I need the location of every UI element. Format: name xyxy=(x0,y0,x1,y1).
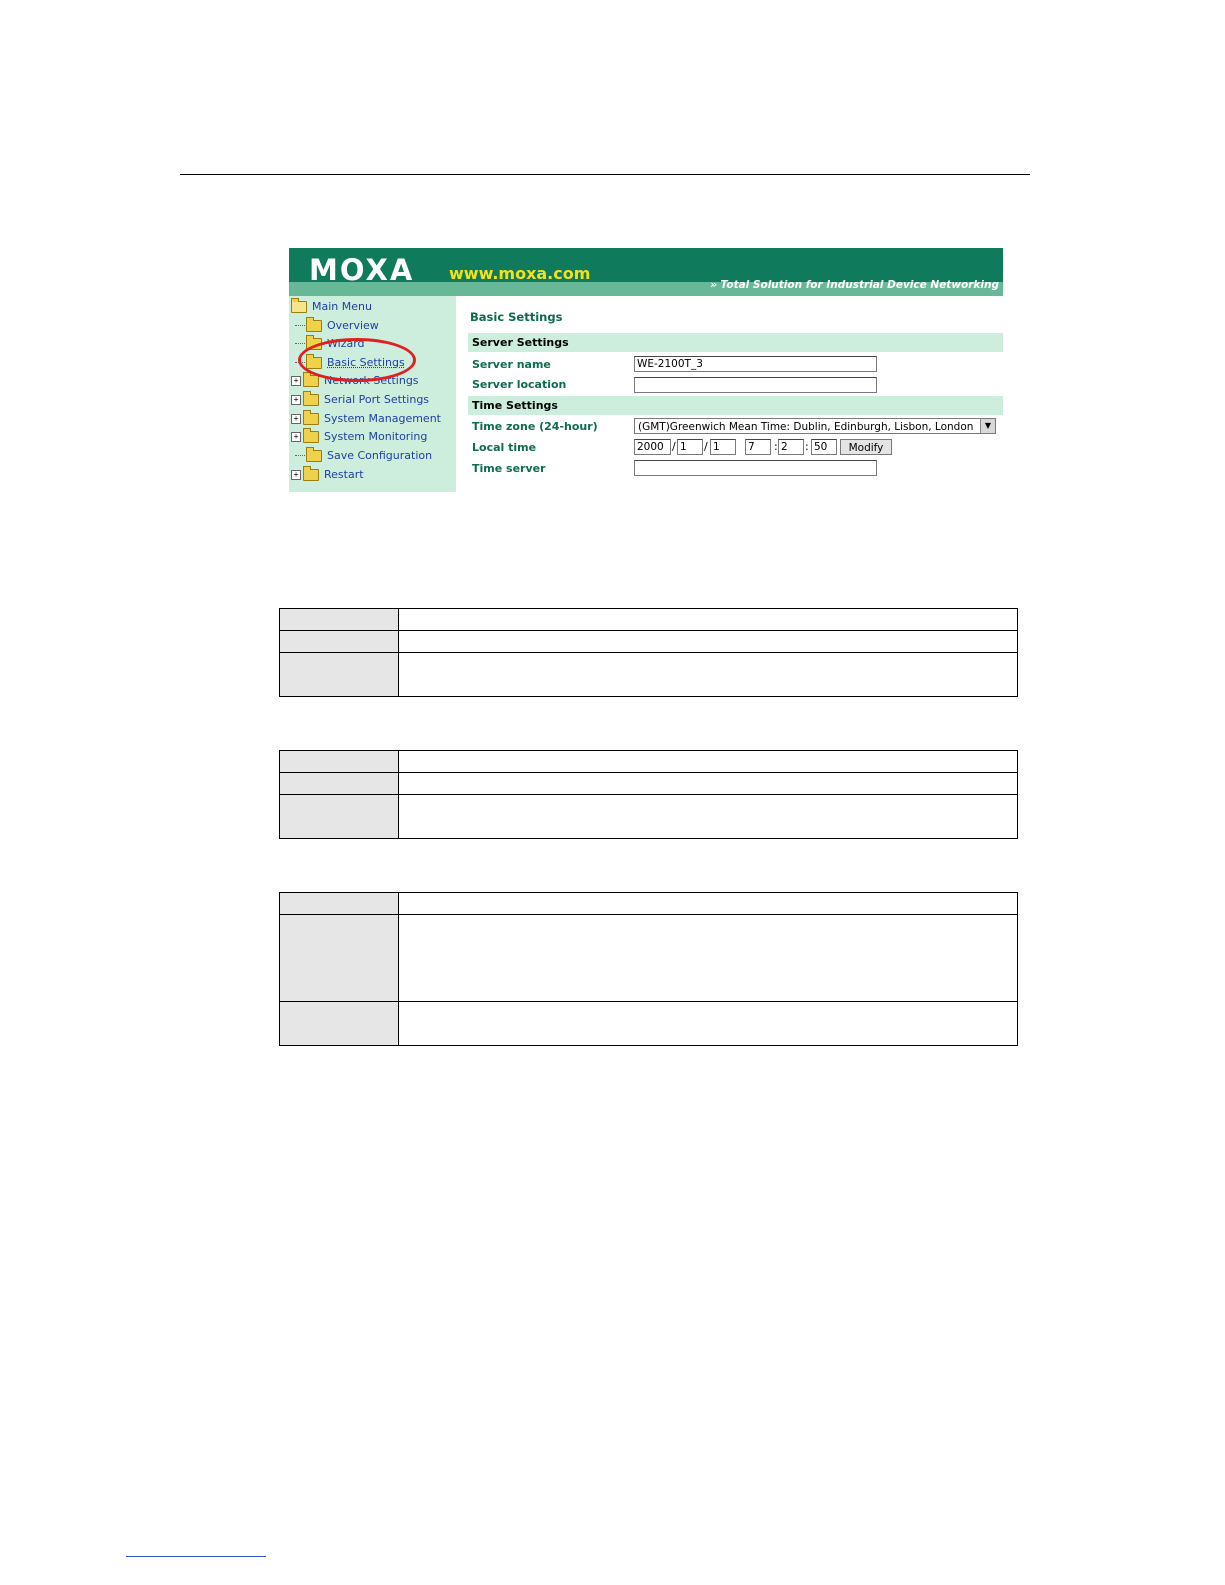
modify-button[interactable]: Modify xyxy=(840,439,892,455)
local-time-year-input[interactable]: 2000 xyxy=(634,439,671,455)
menu-item-main-menu[interactable] xyxy=(291,298,372,315)
tree-connector xyxy=(295,325,305,327)
expand-plus-icon[interactable]: + xyxy=(291,432,301,442)
time-zone-select[interactable] xyxy=(634,418,996,434)
table-row xyxy=(280,751,1018,773)
parameter-table-2 xyxy=(279,750,1018,839)
local-time-second-input[interactable]: 50 xyxy=(811,439,837,455)
local-time-minute-input[interactable]: 2 xyxy=(778,439,804,455)
chevron-down-icon[interactable]: ▼ xyxy=(980,419,995,433)
date-separator: / xyxy=(704,440,708,453)
page-header-rule xyxy=(180,174,1030,175)
time-zone-label: Time zone (24-hour) xyxy=(472,420,598,433)
table-row xyxy=(280,773,1018,795)
folder-icon xyxy=(303,431,319,443)
server-location-input[interactable] xyxy=(634,377,877,393)
table-row xyxy=(280,609,1018,631)
table-row xyxy=(280,631,1018,653)
time-separator: : xyxy=(805,440,809,453)
time-server-label: Time server xyxy=(472,462,546,475)
parameter-table-1 xyxy=(279,608,1018,697)
banner-tagline: » Total Solution for Industrial Device Networking xyxy=(710,279,999,291)
time-settings-header: Time Settings xyxy=(468,396,1003,415)
expand-plus-icon[interactable]: + xyxy=(291,395,301,405)
server-settings-header: Server Settings xyxy=(468,333,1003,352)
folder-icon xyxy=(303,469,319,481)
menu-item-label: Serial Port Settings xyxy=(324,392,430,406)
time-zone-selected-value: (GMT)Greenwich Mean Time: Dublin, Edinburgh, Lisbon, London xyxy=(638,421,974,433)
server-name-input[interactable]: WE-2100T_3 xyxy=(634,356,877,372)
menu-item-overview[interactable] xyxy=(295,317,379,334)
tree-connector xyxy=(295,343,305,345)
main-menu-sidebar xyxy=(289,296,456,492)
menu-item-system-monitoring[interactable] xyxy=(291,428,427,445)
folder-icon xyxy=(306,320,322,332)
local-time-day-input[interactable]: 1 xyxy=(710,439,736,455)
menu-item-label: Main Menu xyxy=(312,299,372,313)
table-row xyxy=(280,915,1018,1002)
page-title: Basic Settings xyxy=(470,310,563,324)
local-time-month-input[interactable]: 1 xyxy=(677,439,703,455)
menu-item-system-management[interactable] xyxy=(291,410,441,427)
highlight-circle xyxy=(298,338,416,382)
menu-item-label: Basic Settings xyxy=(327,355,405,369)
menu-item-label: Save Configuration xyxy=(327,448,433,462)
menu-item-label: Overview xyxy=(327,318,379,332)
menu-item-label: Restart xyxy=(324,467,364,481)
banner-url: www.moxa.com xyxy=(449,264,591,283)
time-separator: : xyxy=(774,440,778,453)
menu-item-label: Network Settings xyxy=(324,373,419,387)
table-row xyxy=(280,795,1018,839)
date-separator: / xyxy=(672,440,676,453)
tree-connector xyxy=(295,455,305,457)
banner xyxy=(289,248,1003,296)
time-server-input[interactable] xyxy=(634,460,877,476)
folder-icon xyxy=(303,413,319,425)
server-name-label: Server name xyxy=(472,358,551,371)
menu-item-label: Wizard xyxy=(327,336,365,350)
local-time-hour-input[interactable]: 7 xyxy=(745,439,771,455)
menu-item-save-configuration[interactable] xyxy=(295,447,432,464)
settings-content xyxy=(456,296,1003,492)
expand-plus-icon[interactable]: + xyxy=(291,376,301,386)
local-time-label: Local time xyxy=(472,441,537,454)
expand-plus-icon[interactable]: + xyxy=(291,470,301,480)
table-row xyxy=(280,1002,1018,1046)
footer-link-underline xyxy=(126,1556,266,1557)
server-location-label: Server location xyxy=(472,378,567,391)
parameter-table-3 xyxy=(279,892,1018,1046)
folder-open-icon xyxy=(291,301,307,313)
folder-icon xyxy=(303,394,319,406)
menu-item-label: System Monitoring xyxy=(324,429,428,443)
menu-item-serial-port-settings[interactable] xyxy=(291,391,429,408)
expand-plus-icon[interactable]: + xyxy=(291,414,301,424)
folder-icon xyxy=(306,450,322,462)
table-row xyxy=(280,893,1018,915)
moxa-logo: MOXA xyxy=(309,253,415,287)
menu-item-restart[interactable] xyxy=(291,466,364,483)
table-row xyxy=(280,653,1018,697)
menu-item-label: System Management xyxy=(324,411,441,425)
